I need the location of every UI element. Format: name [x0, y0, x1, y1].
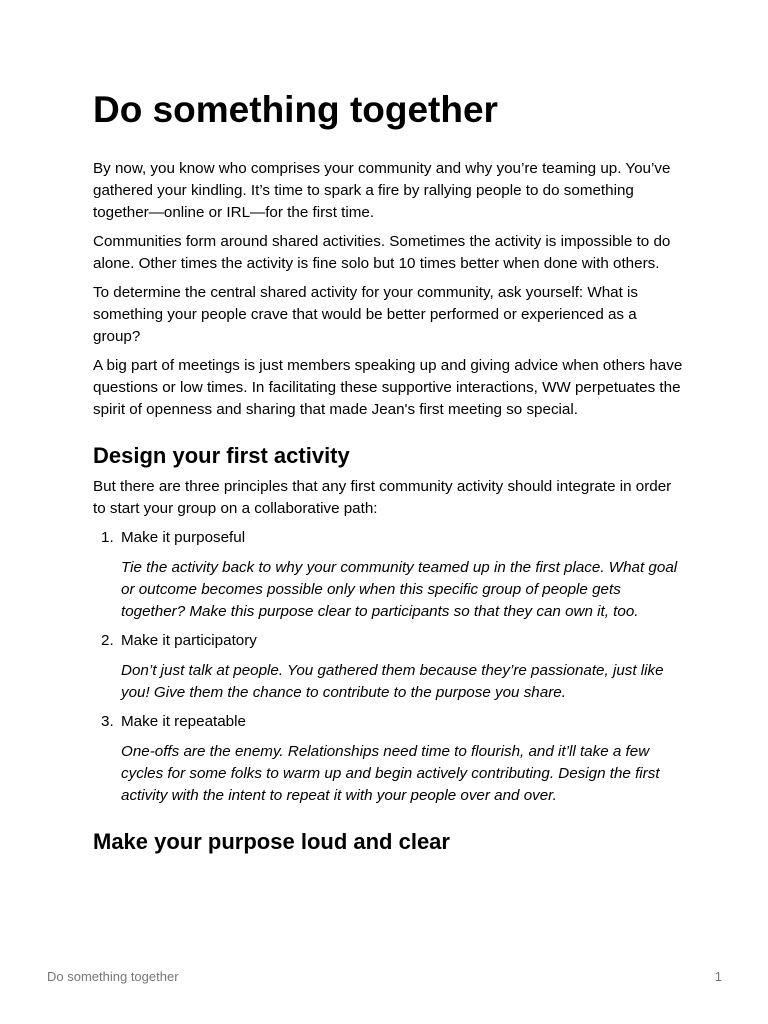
- footer-title: Do something together: [47, 969, 179, 984]
- list-item: [93, 527, 683, 623]
- principles-list: [93, 527, 683, 807]
- list-item-number: 3.: [101, 713, 114, 730]
- list-item-description: Don’t just talk at people. You gathered them because they’re passionate, just like you! Give them the chance to contribute to the purpose you share.: [121, 662, 664, 701]
- central-activity-paragraph: To determine the central shared activity for your community, ask yourself: What is something your people crave that would be better performed or experienced as a group?: [93, 284, 638, 345]
- list-item-number: 1.: [101, 529, 114, 546]
- list-item-description: One-offs are the enemy. Relationships need time to flourish, and it’ll take a few cycles for some folks to warm up and begin actively contributing. Design the first activity with the intent to repeat it with your people over and over.: [121, 743, 660, 804]
- intro-paragraph: By now, you know who comprises your community and why you’re teaming up. You’ve gathered your kindling. It’s time to spark a fire by rallying people to do something together—online or IRL—for the first time.: [93, 160, 671, 221]
- list-item-title: Make it purposeful: [121, 529, 246, 546]
- list-item: [93, 630, 683, 704]
- shared-activities-paragraph: Communities form around shared activities. Sometimes the activity is impossible to do alone. Other times the activity is fine solo but 10 times better when done with others.: [93, 233, 671, 272]
- list-item-title: Make it repeatable: [121, 713, 246, 730]
- list-item-title: Make it participatory: [121, 632, 257, 649]
- footer-page-number: 1: [714, 969, 722, 984]
- section-heading-design-first-activity: Design your first activity: [93, 443, 350, 468]
- meetings-paragraph: A big part of meetings is just members speaking up and giving advice when others have questions or low times. In facilitating these supportive interactions, WW perpetuates the spirit of openness and sharing that made Jean's first meeting so special.: [93, 357, 683, 418]
- list-item: [93, 711, 683, 807]
- page-title: Do something together: [93, 89, 498, 130]
- document-body: [93, 158, 683, 862]
- list-item-number: 2.: [101, 632, 114, 649]
- section-heading-purpose-loud-clear: Make your purpose loud and clear: [93, 829, 450, 854]
- list-item-description: Tie the activity back to why your community teamed up in the first place. What goal or outcome becomes possible only when this specific group of people gets together? Make this purpose clear to participants so that they can own it, too.: [121, 559, 678, 620]
- principles-intro-paragraph: But there are three principles that any first community activity should integrate in order to start your group on a collaborative path:: [93, 478, 672, 517]
